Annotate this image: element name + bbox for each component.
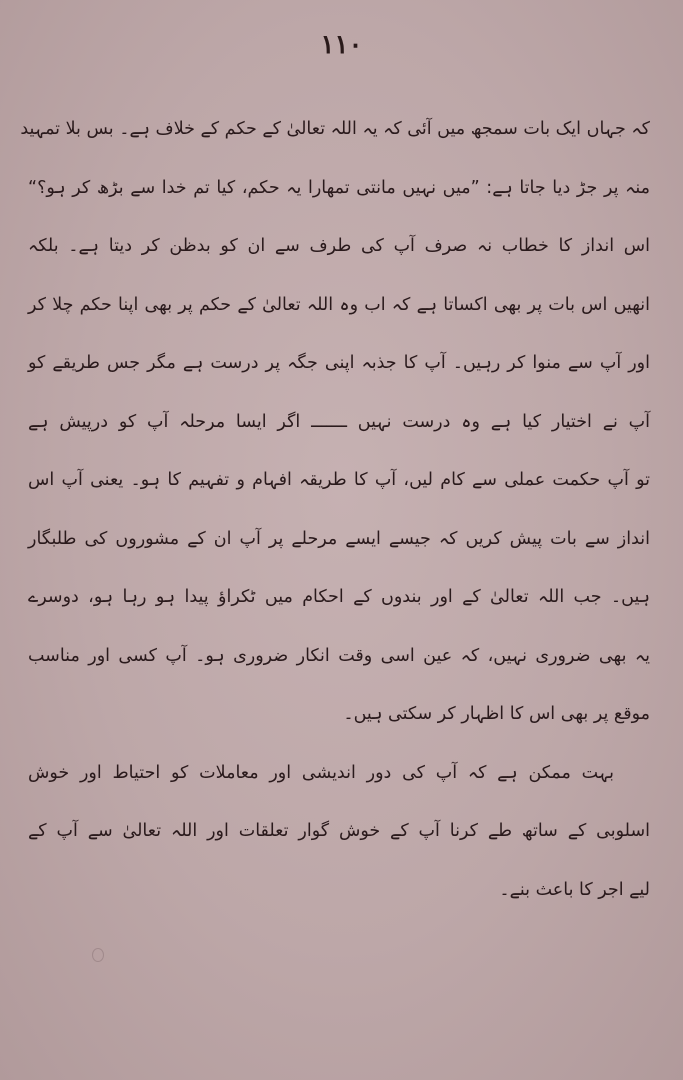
paper-smudge (92, 948, 104, 962)
text-line: آپ نے اختیار کیا ہے وہ درست نہیں ـــــــ اگر ایسا مرحلہ آپ کو درپیش ہے (28, 411, 650, 432)
text-line: اور آپ سے منوا کر رہیں۔ آپ کا جذبہ اپنی جگہ پر درست ہے مگر جس طریقے کو (28, 353, 650, 373)
page-number: ۱۱۰ (320, 30, 363, 60)
text-line: یہ بھی ضروری نہیں، کہ عین اسی وقت انکار ضروری ہو۔ آپ کسی اور مناسب (28, 645, 650, 666)
text-line: موقع پر بھی اس کا اظہار کر سکتی ہیں۔ (343, 704, 650, 724)
text-line: ہیں۔ جب اللہ تعالیٰ کے اور بندوں کے احکام میں ٹکراؤ پیدا ہو رہا ہو، دوسرے (28, 587, 650, 607)
body-text (20, 100, 650, 919)
text-line: کہ جہاں ایک بات سمجھ میں آئی کہ یہ اللہ تعالیٰ کے حکم کے خلاف ہے۔ بس بلا تمہید (20, 119, 650, 139)
text-line: منہ پر جڑ دیا جاتا ہے: ”میں نہیں مانتی تمھارا یہ حکم، کیا تم خدا سے بڑھ کر ہو؟“ (28, 177, 650, 198)
text-line: اسلوبی کے ساتھ طے کرنا آپ کے خوش گوار تعلقات اور اللہ تعالیٰ سے آپ کے (28, 821, 650, 841)
text-line: انداز سے بات پیش کریں کہ جیسے ایسے مرحلے پر آپ ان کے مشوروں کی طلبگار (28, 528, 650, 549)
text-line: اس انداز کا خطاب نہ صرف آپ کی طرف سے ان کو بدظن کر دیتا ہے۔ بلکہ (28, 236, 650, 256)
text-line: تو آپ حکمت عملی سے کام لیں، آپ کا طریقہ افہام و تفہیم کا ہو۔ یعنی آپ اس (28, 470, 650, 490)
text-line: انھیں اس بات پر بھی اکساتا ہے کہ اب وہ اللہ تعالیٰ کے حکم پر بھی اپنا حکم چلا کر (28, 294, 650, 315)
paragraph-start-line: بہت ممکن ہے کہ آپ کی دور اندیشی اور معاملات کو احتیاط اور خوش (28, 762, 614, 783)
text-line: لیے اجر کا باعث بنے۔ (499, 879, 650, 900)
